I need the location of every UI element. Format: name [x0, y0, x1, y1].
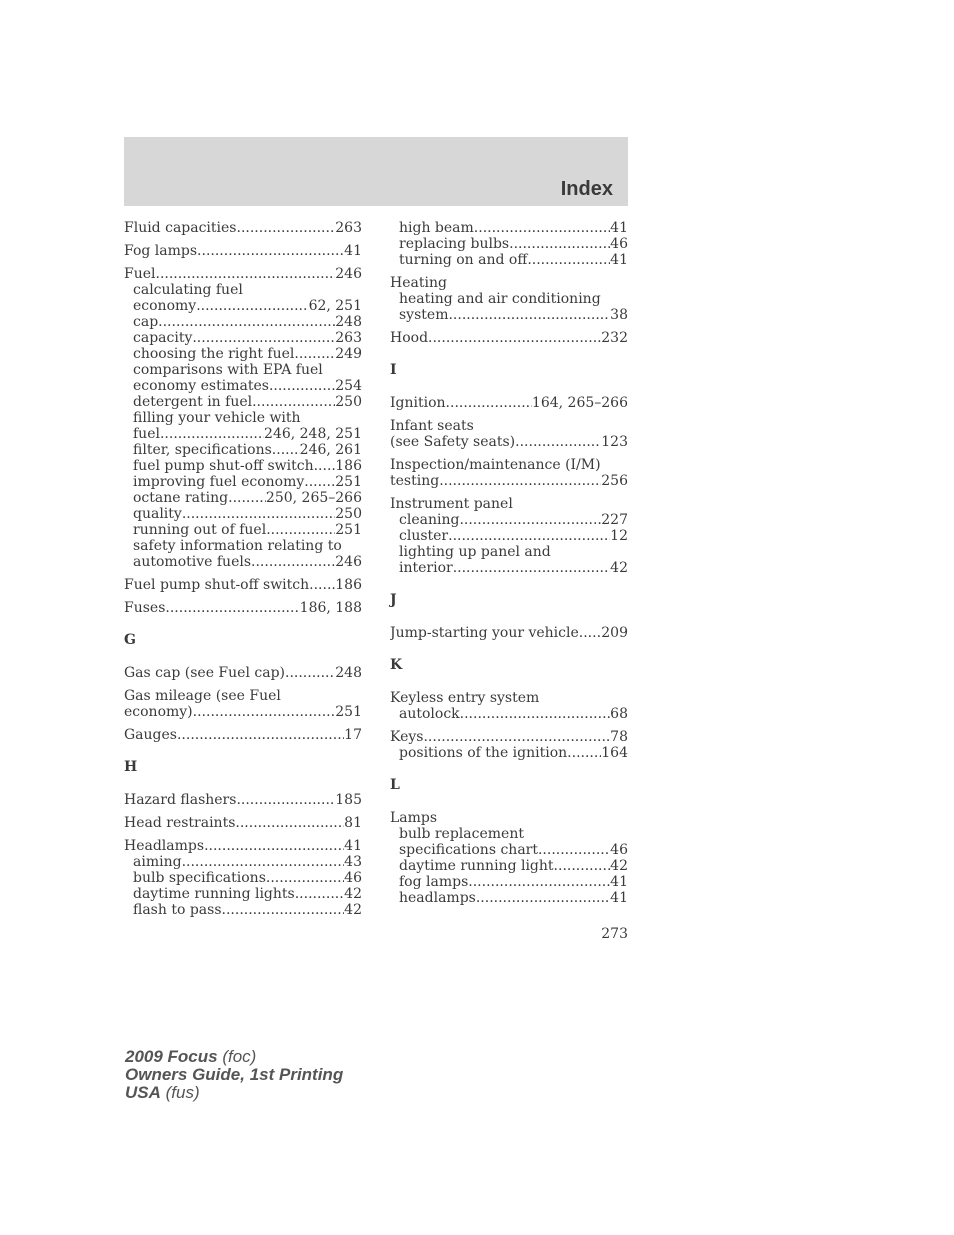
index-subentry	[124, 314, 362, 330]
index-letter: J	[390, 592, 397, 608]
dot-leader	[182, 506, 335, 522]
index-subentry	[390, 220, 628, 236]
entry-term: cluster	[399, 528, 449, 544]
entry-term: Hood	[390, 330, 429, 346]
index-subentry	[390, 874, 628, 890]
index-subentry	[124, 298, 362, 314]
dot-leader	[459, 512, 601, 528]
index-entry	[390, 496, 628, 512]
entry-term: specifications chart	[399, 842, 538, 858]
entry-term: capacity	[133, 330, 193, 346]
entry-term: Heating	[390, 275, 447, 291]
index-entry	[124, 577, 362, 593]
footer-model-code: (foc)	[217, 1047, 257, 1066]
index-subentry	[124, 538, 362, 554]
dot-leader	[228, 490, 266, 506]
dot-leader	[446, 395, 532, 411]
entry-term: Fluid capacities	[124, 220, 237, 236]
entry-term: quality	[133, 506, 182, 522]
dot-leader	[515, 434, 601, 450]
entry-page-ref: 68	[610, 706, 628, 722]
index-entry	[390, 330, 628, 346]
index-entry	[124, 665, 362, 681]
entry-term: (see Safety seats)	[390, 434, 516, 450]
entry-page-ref: 248	[335, 314, 362, 330]
index-subentry	[124, 330, 362, 346]
dot-leader	[439, 473, 601, 489]
index-subentry	[124, 902, 362, 918]
index-letter: I	[390, 362, 397, 378]
dot-leader	[527, 252, 610, 268]
entry-page-ref: 250, 265–266	[265, 490, 362, 506]
entry-page-ref: 41	[610, 874, 628, 890]
dot-leader	[309, 577, 335, 593]
entry-term: Gas cap (see Fuel cap)	[124, 665, 285, 681]
entry-term: Keys	[390, 729, 424, 745]
entry-page-ref: 227	[601, 512, 628, 528]
dot-leader	[269, 378, 335, 394]
entry-page-ref: 186	[335, 458, 362, 474]
dot-leader	[314, 458, 336, 474]
entry-page-ref: 41	[610, 252, 628, 268]
entry-page-ref: 186, 188	[299, 600, 362, 616]
dot-leader	[266, 522, 335, 538]
entry-page-ref: 42	[344, 902, 362, 918]
entry-page-ref: 46	[344, 870, 362, 886]
dot-leader	[204, 838, 344, 854]
entry-term: Head restraints	[124, 815, 236, 831]
footer-model: 2009 Focus	[125, 1047, 218, 1066]
index-subentry	[124, 474, 362, 490]
dot-leader	[474, 220, 610, 236]
dot-leader	[158, 314, 335, 330]
entry-page-ref: 78	[610, 729, 628, 745]
index-subentry	[124, 506, 362, 522]
entry-term: choosing the right fuel	[133, 346, 295, 362]
index-entry	[390, 457, 628, 473]
index-subentry	[390, 745, 628, 761]
index-entry	[390, 810, 628, 826]
index-subentry	[390, 890, 628, 906]
entry-term: fog lamps	[399, 874, 469, 890]
entry-page-ref: 263	[335, 220, 362, 236]
index-subentry	[390, 842, 628, 858]
dot-leader	[509, 236, 610, 252]
entry-term: Fuses	[124, 600, 166, 616]
entry-page-ref: 251	[335, 522, 362, 538]
entry-page-ref: 186	[335, 577, 362, 593]
footer-edition: Owners Guide, 1st Printing	[125, 1065, 344, 1084]
index-entry	[390, 434, 628, 450]
dot-leader	[156, 266, 336, 282]
entry-page-ref: 41	[610, 890, 628, 906]
index-subentry	[124, 426, 362, 442]
index-subentry	[124, 282, 362, 298]
entry-page-ref: 17	[344, 727, 362, 743]
dot-leader	[182, 854, 345, 870]
dot-leader	[165, 600, 299, 616]
index-subentry	[390, 826, 628, 842]
index-subentry	[124, 346, 362, 362]
entry-page-ref: 164	[601, 745, 628, 761]
dot-leader	[460, 706, 611, 722]
footer-region-code: (fus)	[160, 1083, 200, 1102]
entry-page-ref: 123	[601, 434, 628, 450]
entry-term: economy	[133, 298, 197, 314]
index-subentry	[390, 252, 628, 268]
entry-page-ref: 209	[601, 625, 628, 641]
index-entry	[390, 395, 628, 411]
dot-leader	[197, 243, 344, 259]
entry-term: Headlamps	[124, 838, 205, 854]
index-entry	[124, 727, 362, 743]
index-subentry	[124, 442, 362, 458]
index-entry	[124, 704, 362, 720]
entry-term: Lamps	[390, 810, 438, 826]
entry-term: daytime running light	[399, 858, 554, 874]
index-entry	[124, 600, 362, 616]
entry-term: Inspection/maintenance (I/M)	[390, 457, 601, 473]
entry-term: safety information relating to	[133, 538, 342, 554]
index-entry	[124, 266, 362, 282]
entry-page-ref: 250	[335, 394, 362, 410]
footer-imprint	[125, 1048, 343, 1102]
dot-leader	[554, 858, 611, 874]
dot-leader	[304, 474, 335, 490]
entry-term: detergent in fuel	[133, 394, 253, 410]
dot-leader	[177, 727, 344, 743]
index-subentry	[390, 307, 628, 323]
index-subentry	[390, 858, 628, 874]
entry-term: headlamps	[399, 890, 476, 906]
entry-term: Gauges	[124, 727, 177, 743]
index-column-right	[390, 220, 628, 906]
dot-leader	[423, 729, 610, 745]
entry-term: calculating fuel	[133, 282, 243, 298]
index-entry	[390, 729, 628, 745]
index-subentry	[124, 362, 362, 378]
index-subentry	[390, 544, 628, 560]
index-subentry	[124, 410, 362, 426]
index-letter: G	[124, 632, 136, 648]
entry-term: bulb replacement	[399, 826, 524, 842]
index-subentry	[124, 394, 362, 410]
entry-term: Fuel pump shut-off switch	[124, 577, 310, 593]
entry-term: flash to pass	[133, 902, 222, 918]
dot-leader	[192, 330, 335, 346]
entry-term: positions of the ignition	[399, 745, 568, 761]
index-entry	[124, 838, 362, 854]
entry-page-ref: 246, 248, 251	[264, 426, 362, 442]
entry-page-ref: 41	[610, 220, 628, 236]
entry-page-ref: 256	[601, 473, 628, 489]
index-entry	[390, 418, 628, 434]
entry-page-ref: 43	[344, 854, 362, 870]
entry-term: economy)	[124, 704, 193, 720]
entry-page-ref: 250	[335, 506, 362, 522]
entry-term: interior	[399, 560, 453, 576]
index-subentry	[124, 870, 362, 886]
index-entry	[390, 275, 628, 291]
entry-term: turning on and off	[399, 252, 528, 268]
dot-leader	[468, 874, 610, 890]
entry-term: fuel	[133, 426, 160, 442]
entry-page-ref: 41	[344, 243, 362, 259]
entry-page-ref: 46	[610, 236, 628, 252]
entry-term: comparisons with EPA fuel	[133, 362, 323, 378]
index-subentry	[390, 560, 628, 576]
index-entry	[124, 220, 362, 236]
entry-term: improving fuel economy	[133, 474, 305, 490]
entry-page-ref: 62, 251	[308, 298, 362, 314]
index-subentry	[390, 291, 628, 307]
index-subentry	[124, 490, 362, 506]
entry-page-ref: 185	[335, 792, 362, 808]
entry-term: Ignition	[390, 395, 446, 411]
entry-term: economy estimates	[133, 378, 269, 394]
entry-term: fuel pump shut-off switch	[133, 458, 314, 474]
entry-term: Fuel	[124, 266, 156, 282]
dot-leader	[160, 426, 264, 442]
index-subentry	[124, 554, 362, 570]
dot-leader	[252, 394, 335, 410]
index-subentry	[124, 378, 362, 394]
entry-term: Infant seats	[390, 418, 474, 434]
dot-leader	[272, 442, 300, 458]
dot-leader	[294, 346, 335, 362]
entry-page-ref: 12	[610, 528, 628, 544]
entry-term: automotive fuels	[133, 554, 252, 570]
entry-page-ref: 251	[335, 704, 362, 720]
dot-leader	[237, 220, 336, 236]
dot-leader	[476, 890, 610, 906]
entry-term: daytime running lights	[133, 886, 295, 902]
entry-page-ref: 251	[335, 474, 362, 490]
entry-term: Instrument panel	[390, 496, 513, 512]
index-letter: L	[390, 777, 400, 793]
index-entry	[124, 815, 362, 831]
page-title: Index	[560, 178, 613, 200]
entry-page-ref: 246	[335, 554, 362, 570]
entry-page-ref: 42	[610, 858, 628, 874]
index-subentry	[124, 886, 362, 902]
index-entry	[390, 690, 628, 706]
footer-region: USA	[125, 1083, 161, 1102]
entry-term: Fog lamps	[124, 243, 198, 259]
entry-page-ref: 42	[610, 560, 628, 576]
entry-page-ref: 254	[335, 378, 362, 394]
entry-term: bulb specifications	[133, 870, 266, 886]
entry-term: Hazard flashers	[124, 792, 237, 808]
index-entry	[124, 243, 362, 259]
page-number: 273	[601, 926, 628, 942]
dot-leader	[236, 792, 335, 808]
index-letter: H	[124, 759, 138, 775]
entry-term: lighting up panel and	[399, 544, 551, 560]
entry-page-ref: 164, 265–266	[531, 395, 628, 411]
dot-leader	[196, 298, 308, 314]
dot-leader	[235, 815, 344, 831]
dot-leader	[251, 554, 335, 570]
entry-term: filter, specifications	[133, 442, 272, 458]
entry-page-ref: 46	[610, 842, 628, 858]
dot-leader	[285, 665, 335, 681]
dot-leader	[295, 886, 344, 902]
index-subentry	[124, 458, 362, 474]
entry-page-ref: 246, 261	[299, 442, 362, 458]
index-subentry	[390, 236, 628, 252]
entry-term: aiming	[133, 854, 182, 870]
entry-page-ref: 263	[335, 330, 362, 346]
entry-page-ref: 249	[335, 346, 362, 362]
entry-term: cap	[133, 314, 159, 330]
index-entry	[390, 625, 628, 641]
entry-term: high beam	[399, 220, 474, 236]
dot-leader	[453, 560, 610, 576]
dot-leader	[448, 307, 610, 323]
dot-leader	[567, 745, 601, 761]
entry-term: system	[399, 307, 449, 323]
dot-leader	[448, 528, 610, 544]
entry-page-ref: 81	[344, 815, 362, 831]
index-subentry	[390, 512, 628, 528]
entry-page-ref: 248	[335, 665, 362, 681]
index-entry	[390, 473, 628, 489]
entry-term: running out of fuel	[133, 522, 267, 538]
index-entry	[124, 792, 362, 808]
header-band	[124, 137, 628, 206]
index-entry	[124, 688, 362, 704]
entry-page-ref: 232	[601, 330, 628, 346]
entry-term: autolock	[399, 706, 460, 722]
entry-term: heating and air conditioning	[399, 291, 601, 307]
entry-term: testing	[390, 473, 440, 489]
index-letter: K	[390, 657, 403, 673]
index-subentry	[390, 528, 628, 544]
entry-term: replacing bulbs	[399, 236, 510, 252]
entry-page-ref: 41	[344, 838, 362, 854]
dot-leader	[193, 704, 336, 720]
dot-leader	[222, 902, 345, 918]
dot-leader	[538, 842, 610, 858]
dot-leader	[579, 625, 601, 641]
index-subentry	[124, 854, 362, 870]
entry-term: cleaning	[399, 512, 460, 528]
dot-leader	[428, 330, 601, 346]
entry-term: Keyless entry system	[390, 690, 540, 706]
index-subentry	[390, 706, 628, 722]
index-column-left	[124, 220, 362, 918]
entry-term: Jump-starting your vehicle	[390, 625, 579, 641]
entry-page-ref: 38	[610, 307, 628, 323]
entry-page-ref: 42	[344, 886, 362, 902]
entry-term: octane rating	[133, 490, 229, 506]
index-subentry	[124, 522, 362, 538]
entry-page-ref: 246	[335, 266, 362, 282]
entry-term: filling your vehicle with	[133, 410, 301, 426]
entry-term: Gas mileage (see Fuel	[124, 688, 281, 704]
dot-leader	[266, 870, 344, 886]
